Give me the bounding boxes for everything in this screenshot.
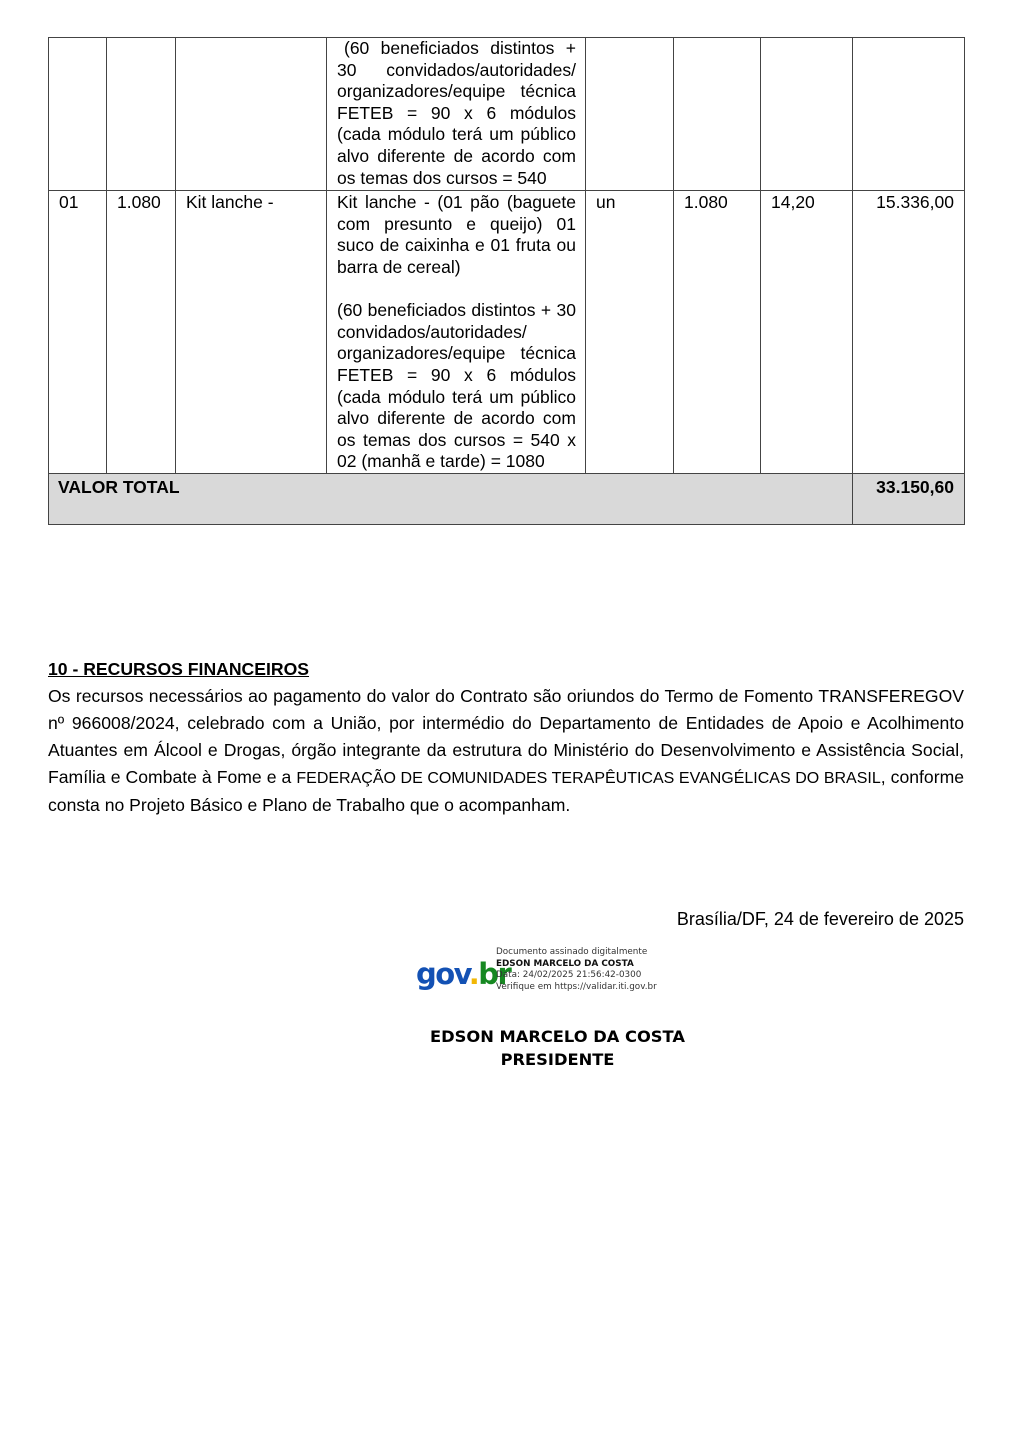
item-unit: un	[586, 191, 674, 474]
name-cell	[176, 38, 327, 191]
qty-cell	[107, 38, 176, 191]
section-recursos-financeiros	[48, 656, 964, 819]
item-description-detail: (60 beneficiados distintos + 30 convidados/autoridades/ organizadores/equipe técnica FETEB = 90 x 6 módulos (cada módulo terá um público alvo diferente de acordo com os temas dos cursos = 540 x 02 (manhã e tarde) = 1080	[337, 300, 576, 472]
table-row-continuation	[49, 38, 965, 191]
item-cell	[49, 38, 107, 191]
place-date: Brasília/DF, 24 de fevereiro de 2025	[676, 909, 964, 929]
item-total: 15.336,00	[853, 191, 965, 474]
seal-label: Documento assinado digitalmente	[496, 947, 648, 957]
desc-cell	[327, 38, 586, 191]
item-description-main: Kit lanche - (01 pão (baguete com presunto e queijo) 01 suco de caixinha e 01 fruta ou barra de cereal)	[337, 192, 576, 277]
table-row-total	[49, 473, 965, 524]
items-table	[48, 37, 965, 525]
total-cell	[853, 38, 965, 191]
seal-verify: Verifique em https://validar.iti.gov.br	[496, 981, 657, 992]
seal-signer: EDSON MARCELO DA COSTA	[496, 958, 634, 969]
section-body-main: Os recursos necessários ao pagamento do valor do Contrato são oriundos do Termo de Fomento TRANSFEREGOV nº 966008/2024, celebrado com a União, por intermédio do Departamento de Entidades de Apoio e Acolhimento Atuantes em Álcool e Drogas, órgão integrante da estrutura do Ministério do Desenvolvimento e Assistência Social, Família e Combate à Fome e a	[48, 686, 964, 787]
item-quantity: 1.080	[674, 191, 761, 474]
item-number: 01	[49, 191, 107, 474]
unit-price-cell	[761, 38, 853, 191]
section-title: 10 - RECURSOS FINANCEIROS	[48, 659, 310, 679]
section-body-end: , conforme consta no Projeto Básico e Plano de Trabalho que o acompanham.	[48, 767, 965, 815]
total-label: VALOR TOTAL	[49, 473, 853, 524]
total-value: 33.150,60	[853, 473, 965, 524]
seal-info	[496, 947, 657, 993]
quantity-cell	[674, 38, 761, 191]
gov-br-logo: gov.br	[416, 957, 511, 991]
seal-date: Data: 24/02/2025 21:56:42-0300	[496, 970, 642, 981]
item-unit-price: 14,20	[761, 191, 853, 474]
table-row-kit-lanche	[49, 191, 965, 474]
unit-cell	[586, 38, 674, 191]
section-body	[48, 683, 964, 819]
item-qty: 1.080	[107, 191, 176, 474]
continuation-description: (60 beneficiados distintos + 30 convidados/autoridades/ organizadores/equipe técnica FETEB = 90 x 6 módulos (cada módulo terá um público alvo diferente de acordo com os temas dos cursos = 540	[337, 38, 576, 188]
signatory-role: PRESIDENTE	[500, 1050, 615, 1069]
item-name: Kit lanche -	[176, 191, 327, 474]
digital-signature-seal	[416, 945, 676, 1005]
organization-name: FEDERAÇÃO DE COMUNIDADES TERAPÊUTICAS EVANGÉLICAS DO BRASIL	[296, 770, 881, 787]
signatory-name: EDSON MARCELO DA COSTA	[430, 1027, 685, 1046]
item-description	[327, 191, 586, 474]
